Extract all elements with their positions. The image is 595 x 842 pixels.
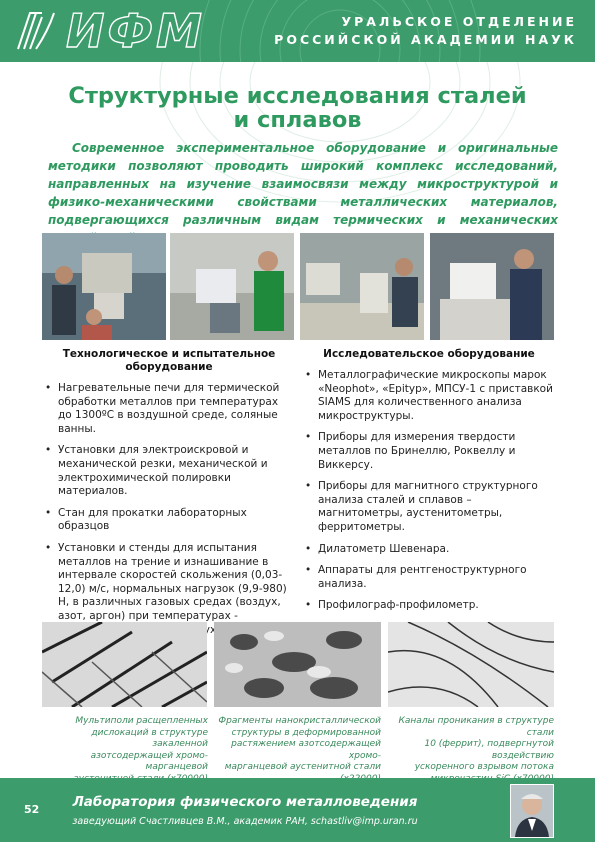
page-title [0, 84, 595, 132]
list-item: • Металлографические микроскопы марок «Neophot», «Epityp», МПСУ-1 с приставкой SIAMS для количественного анализа микроструктуры. [304, 369, 554, 423]
left-column-heading [44, 348, 294, 374]
caption-line: марганцевой аустенитной стали [224, 762, 381, 772]
list-item: • Установки для электроискровой и механической резки, механической и электрохимической полировки материалов. [44, 444, 294, 498]
research-equipment-section [304, 348, 554, 621]
laboratory-head: заведующий Счастливцев В.М., академик РАН, schastliv@imp.uran.ru [72, 816, 418, 827]
left-heading-line-1: Технологическое и испытательное [62, 348, 276, 360]
micrograph-caption-2 [214, 716, 381, 785]
laboratory-name: Лаборатория физического металловедения [72, 794, 418, 810]
left-heading-line-2: оборудование [125, 361, 213, 373]
lab-photo-hardness-tester-icon [170, 233, 294, 340]
list-item: • Приборы для магнитного структурного анализа сталей и сплавов – магнитометры, аустенитометры, ферритометры. [304, 480, 554, 534]
lab-photo-equipment-icon [430, 233, 554, 340]
ifm-logo-mark-icon [14, 9, 60, 53]
lab-photo-microscope-icon [300, 233, 424, 340]
caption-line: Каналы проникания в структуре стали [398, 716, 554, 738]
caption-line: Мультиполи расщепленных [75, 716, 208, 726]
title-line-1: Структурные исследования сталей [68, 83, 527, 109]
caption-line: азотсодержащей хромо-марганцевой [90, 750, 208, 772]
list-item: • Установки и стенды для испытания металлов на трение и изнашивание в интервале скоростей скольжения (0,03-12,0) м/с, нормальных нагрузок (9,9-980) Н, в различных газовых средах (воздух, азот, аргон) при температурах - [44, 542, 294, 651]
title-line-2: и сплавов [233, 107, 362, 133]
page-header [0, 0, 595, 62]
list-item: • Профилограф-профилометр. [304, 599, 554, 613]
org-line-2: РОССИЙСКОЙ АКАДЕМИИ НАУК [274, 32, 577, 47]
right-column-heading: Исследовательское оборудование [323, 348, 535, 360]
page-number: 52 [24, 803, 40, 816]
list-item: • Нагревательные печи для термической обработки металлов при температурах до 1300ºС в воздушной среде, соляные ванны. [44, 382, 294, 436]
micrograph-dislocations-icon [42, 622, 207, 707]
list-item: • Стан для прокатки лабораторных образцов [44, 507, 294, 534]
logo-text: ИФМ [66, 4, 205, 58]
right-equipment-list [304, 369, 554, 613]
portrait-photo-icon [510, 784, 554, 838]
micrograph-caption-1 [48, 716, 208, 785]
caption-line: растяжением азотсодержащей хромо- [231, 739, 381, 761]
intro-paragraph: Современное экспериментальное оборудование и оригинальные методики позволяют проводить широкий комплекс исследований, направленных на изучение взаимосвязи между микроструктурой и физико-механическими свойствами металлических материалов, подвергающихся различным видам термических и механических [48, 141, 558, 227]
left-equipment-list [44, 382, 294, 651]
list-item: • Дилатометр Шевенара. [304, 543, 554, 557]
page-footer [0, 778, 595, 842]
micrograph-penetration-channels-icon [388, 622, 554, 707]
caption-line: дислокаций в структуре закаленной [91, 727, 208, 749]
caption-line: структуры в деформированной [231, 727, 381, 738]
micrograph-caption-3 [386, 716, 554, 785]
list-item: • Приборы для измерения твердости металлов по Бринеллю, Роквеллу и Виккерсу. [304, 431, 554, 472]
micrograph-nanocrystalline-icon [214, 622, 381, 707]
technological-equipment-section [44, 348, 294, 659]
org-line-1: УРАЛЬСКОЕ ОТДЕЛЕНИЕ [341, 14, 577, 29]
caption-line: 10 (феррит), подвергнутой воздействию [424, 739, 554, 761]
organization-name [274, 13, 577, 49]
caption-line: Фрагменты нанокристаллической [218, 716, 381, 726]
caption-line: ускоренного взрывом потока [414, 762, 554, 772]
list-item: • Аппараты для рентгеноструктурного анализа. [304, 564, 554, 591]
institute-logo [14, 4, 205, 58]
lab-photo-furnace-icon [42, 233, 166, 340]
